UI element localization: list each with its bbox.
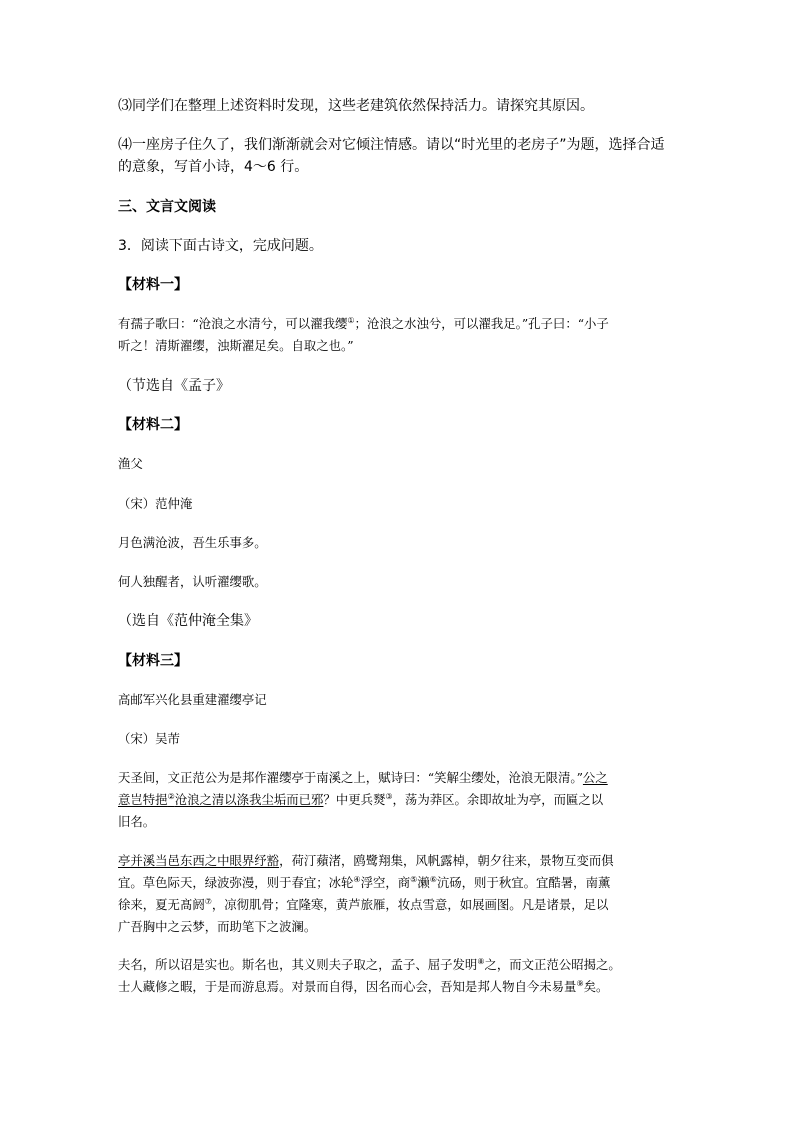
material-2-heading: 【材料二】 — [118, 417, 188, 433]
poem-title: 渔父 — [118, 456, 143, 471]
material-1-line-2: 听之！清斯濯缨，浊斯濯足矣。自取之也。” — [118, 338, 354, 353]
footnote-marker: ⑨ — [576, 978, 584, 988]
paragraph-1-line-2 — [118, 791, 604, 807]
text-segment: 徐来，夏无髙阏 — [118, 897, 205, 912]
essay-title: 高邮军兴化县重建濯缨亭记 — [118, 692, 267, 707]
question-3-line: ⑶同学们在整理上述资料时发现，这些老建筑依然保持活力。请探究其原因。 — [118, 98, 594, 114]
material-2-source: （选自《范仲淹全集》 — [118, 613, 258, 629]
underlined-text: 亭并溪当邑东西之中眼界纾豁 — [118, 853, 280, 868]
footnote-marker: ⑧ — [477, 956, 485, 966]
paragraph-1-line-1 — [118, 772, 608, 784]
footnote-marker: ③ — [385, 791, 393, 801]
underlined-text: 公之 — [582, 770, 608, 785]
text-segment: 浮空，商 — [360, 875, 411, 890]
text-segment: 沧浪之清以涤我尘垢而已邪 — [174, 792, 324, 807]
text-segment: 士人藏修之暇，于是而游息焉。对景而自得，因名而心会，吾知是邦人物自今未易量 — [118, 979, 577, 994]
underlined-text — [118, 792, 323, 807]
material-1-source: （节选自《孟子》 — [118, 378, 230, 394]
text-segment: ？中更兵燹 — [323, 792, 386, 807]
footnote-marker: ⑤ — [410, 874, 418, 884]
text-segment: 天圣间，文正范公为是邦作濯缨亭于南溪之上，赋诗曰：“笑解尘缨处，沧浪无限清。” — [118, 770, 583, 785]
question-4-line-2: 的意象，写首小诗，4～6 行。 — [118, 159, 309, 175]
paragraph-1-line-3: 旧名。 — [118, 814, 156, 829]
text-segment: 濑 — [417, 875, 430, 890]
footnote-marker: ① — [347, 315, 355, 325]
paragraph-2-line-4: 广吾胸中之云梦，而助笔下之波澜。 — [118, 919, 317, 934]
text-segment: 之，而文正范公昭揭之。 — [484, 957, 621, 972]
paragraph-2-line-1 — [118, 855, 614, 867]
question-4-line-1: ⑷一座房子住久了，我们渐渐就会对它倾注情感。请以“时光里的老房子”为题，选择合适 — [118, 137, 665, 153]
essay-author: （宋）吴芾 — [118, 731, 180, 746]
section-intro: 3．阅读下面古诗文，完成问题。 — [118, 238, 323, 254]
material-1-heading: 【材料一】 — [118, 277, 188, 293]
material-1-line-1 — [118, 315, 609, 331]
paragraph-3-line-2 — [118, 978, 609, 994]
footnote-marker: ④ — [353, 874, 361, 884]
footnote-marker: ⑦ — [204, 896, 212, 906]
poem-line-2: 何人独醒者，认听濯缨歌。 — [118, 574, 267, 589]
text-segment: ；沧浪之水浊兮，可以濯我足。”孔子曰：“小子 — [354, 316, 609, 331]
section-title: 三、文言文阅读 — [118, 199, 216, 215]
material-3-heading: 【材料三】 — [118, 653, 188, 669]
poem-line-1: 月色满沧波，吾生乐事多。 — [118, 535, 267, 550]
text-segment: ，荷汀蘋渚，鸥鹭翔集，风帆露棹，朝夕往来，景物互变而俱 — [279, 853, 614, 868]
footnote-marker: ⑥ — [429, 874, 437, 884]
paragraph-3-line-1 — [118, 956, 621, 972]
paragraph-2-line-2 — [118, 874, 611, 890]
footnote-marker: ② — [167, 791, 175, 801]
text-segment: 夫名，所以诏是实也。斯名也，其义则夫子取之，孟子、屈子发明 — [118, 957, 478, 972]
text-segment: 矣。 — [583, 979, 609, 994]
text-segment: ，凉彻肌骨；宜隆寒，黄芦旅雁，妆点雪意，如展画图。凡是诸景，足以 — [211, 897, 609, 912]
text-segment: 沆砀，则于秋宜。宜酷暑，南薰 — [436, 875, 611, 890]
text-segment: 意岂特挹 — [118, 792, 168, 807]
poem-author: （宋）范仲淹 — [118, 496, 193, 511]
text-segment: ，荡为莽区。余即故址为亭，而匾之以 — [392, 792, 604, 807]
paragraph-2-line-3 — [118, 896, 609, 912]
text-segment: 宜。草色际天，绿波弥漫，则于春宜；冰轮 — [118, 875, 354, 890]
text-segment: 有孺子歌曰：“沧浪之水清兮，可以濯我缨 — [118, 316, 348, 331]
